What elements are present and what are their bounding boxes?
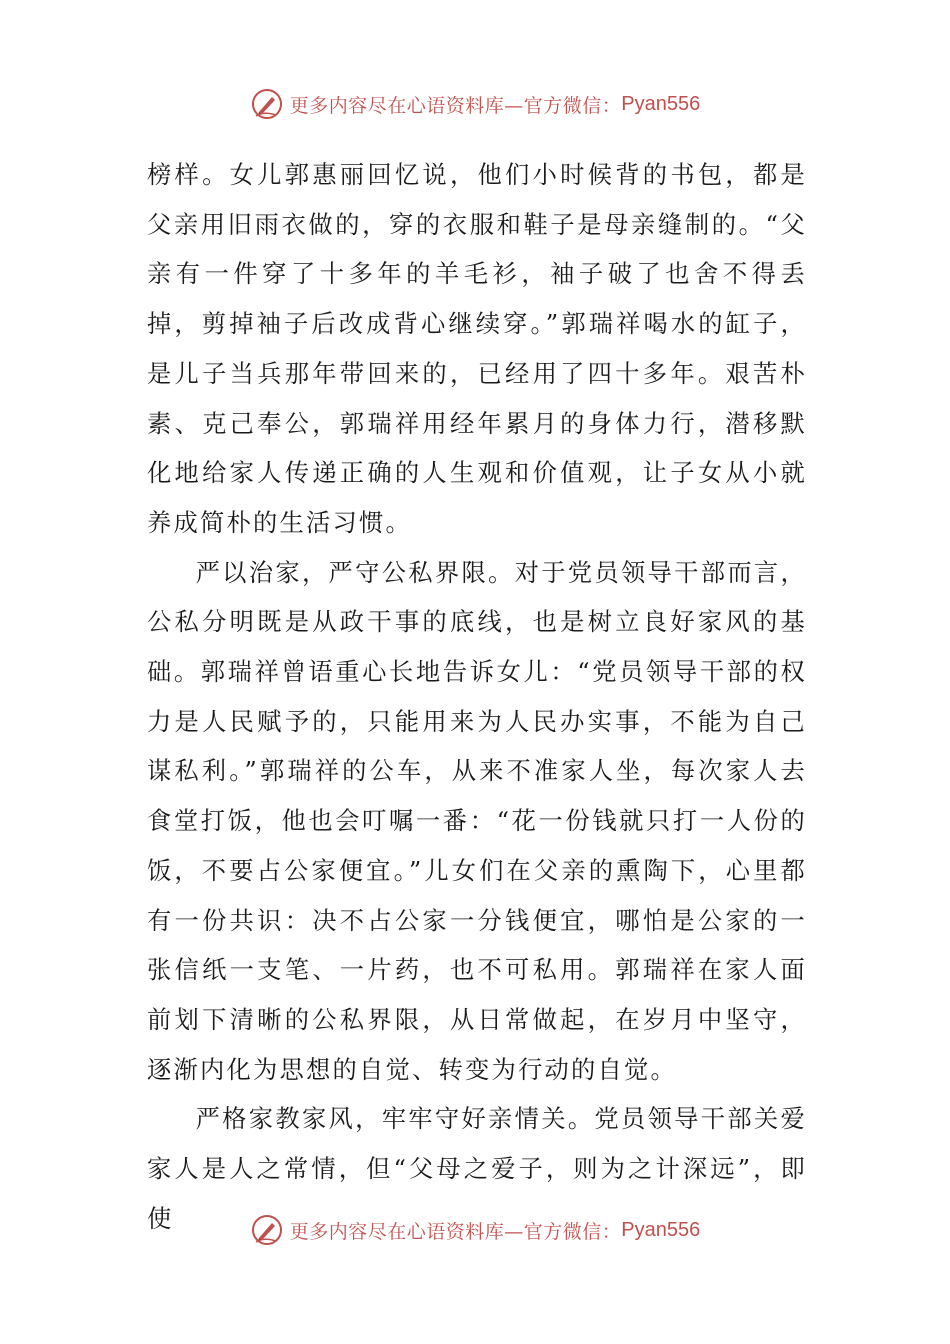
banner-text: 更多内容尽在心语资料库—官方微信：: [289, 94, 622, 117]
banner-handle: Pyan556: [621, 1218, 701, 1241]
pen-logo-icon: [250, 1213, 284, 1247]
paragraph-3: 严格家教家风，牢牢守好亲情关。党员领导干部关爱家人是人之常情，但“父母之爱子，则为之计深远”，即使: [147, 1104, 807, 1233]
banner-text: 更多内容尽在心语资料库—官方微信：: [289, 1220, 622, 1243]
paragraph-1: 榜样。女儿郭惠丽回忆说，他们小时候背的书包，都是父亲用旧雨衣做的，穿的衣服和鞋子是母亲缝制的。“父亲有一件穿了十多年的羊毛衫，袖子破了也舍不得丢掉，剪掉袖子后改成背心继续穿。”郭瑞祥喝水的缸子，是儿子当兵那年带回来的，已经用了四十多年。艰苦朴素、克己奉公，郭瑞祥用经年累月的身体力行，潜移默化地给家人传递正确的人生观和价值观，让子女从小就养成简朴的生活习惯。: [147, 160, 807, 537]
document-body: [147, 150, 807, 1243]
header-banner: [0, 84, 950, 124]
paragraph-2: 严以治家，严守公私界限。对于党员领导干部而言，公私分明既是从政干事的底线，也是树立良好家风的基础。郭瑞祥曾语重心长地告诉女儿：“党员领导干部的权力是人民赋予的，只能用来为人民办实事，不能为自己谋私利。”郭瑞祥的公车，从来不准家人坐，每次家人去食堂打饭，他也会叮嘱一番：“花一份钱就只打一人份的饭，不要占公家便宜。”儿女们在父亲的熏陶下，心里都有一份共识：决不占公家一分钱便宜，哪怕是公家的一张信纸一支笔、一片药，也不可私用。郭瑞祥在家人面前划下清晰的公私界限，从日常做起，在岁月中坚守，逐渐内化为思想的自觉、转变为行动的自觉。: [147, 557, 807, 1084]
footer-banner: [0, 1210, 950, 1250]
banner-handle: Pyan556: [621, 92, 701, 115]
pen-logo-icon: [250, 87, 284, 121]
